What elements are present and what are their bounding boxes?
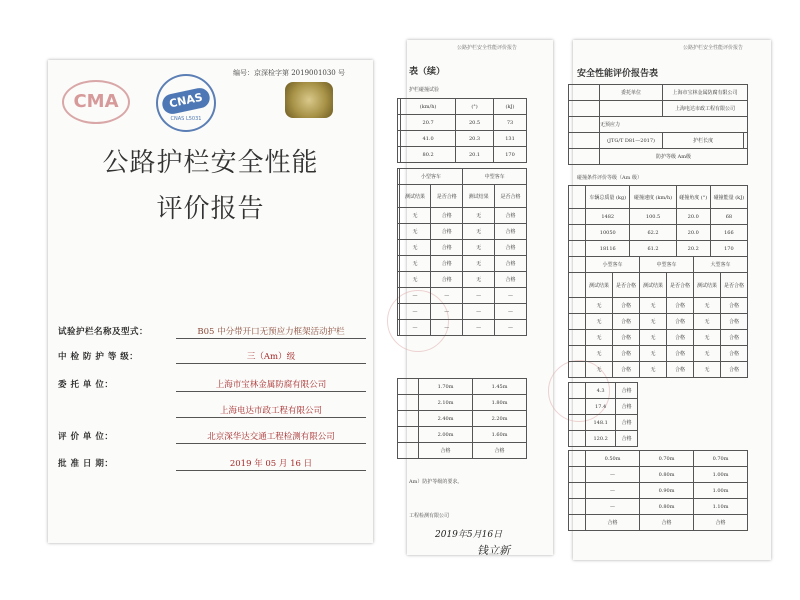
signature-date: 2019年5月16日 — [435, 530, 503, 540]
page-header: 公路护栏安全性能评价报告 — [457, 45, 518, 51]
condition-table: 车辆总质量 (kg) 碰撞速度 (km/h) 碰撞角度 (°) 碰撞能量 (kJ) 1482 100.5 20.0 68 10050 62.2 20.0 166 18116 61.2 20.2 170 — [568, 185, 748, 257]
collision-table: (km/h) (°) (kJ) 20.7 20.5 73 41.0 20.3 131 80.2 20.1 170 — [397, 98, 527, 163]
summary-table: 委托单位 上海市宝林金属防腐有限公司 上海电达市政工程有限公司 无预应力 (JTG/T D81—2017) 护栏长度 防护等级 Am级 — [568, 84, 748, 165]
deflection-table: 0.50m 0.70m 0.70m — 0.80m 1.00m — 0.90m 1.00m — 0.80m 1.10m 合格 合格 合格 — [568, 450, 748, 531]
accreditation-seal — [285, 82, 333, 118]
conclusion-note: Am）防护等级的要求。 — [409, 479, 463, 485]
page-title: 表（续） — [409, 67, 446, 77]
cnas-logo — [156, 74, 216, 132]
condition-title: 碰撞条件评价等级（Am 级） — [577, 175, 642, 181]
page-title: 安全性能评价报告表 — [577, 69, 659, 79]
evaluation-table: 小型客车 中型客车 测试结果 是否合格 测试结果 是否合格 无 合格 无 合格 无 合格 无 合格 无 合格 无 合格 无 合格 无 合格 无 合格 无 合格 — — — — — — — — — — — — — [397, 168, 527, 336]
cma-logo: CMA — [62, 80, 130, 124]
side-table: 4.3 合格 17.4 合格 148.1 合格 120.2 合格 — [568, 382, 638, 447]
issuing-unit: 工程检测有限公司 — [409, 513, 450, 519]
report-cover-page: CMA CNAS CNAS L5031 编号：京深检字第 2019001030 号 公路护栏安全性能 评价报告 试验护栏名称及型式： B05 中分带开口无预应力框架活动护栏 中 检 防 护 等 级： 三（Am）级 委 托 单 位： 上海市宝林金属防腐有限公司 上海电达市政工程有限公司 评 价 单 位： 北京深华达交通工程检测有限公司 批 准 日 期： 2019 年 05 月 16 日 — [48, 60, 373, 543]
cover-title-line1: 公路护栏安全性能 — [102, 148, 319, 178]
deflection-table: 1.70m 1.45m 2.10m 1.80m 2.40m 2.20m 2.00m 1.60m 合格 合格 — [397, 378, 527, 459]
evaluation-table: 小型客车 中型客车 大型客车 测试结果 是否合格 测试结果 是否合格 测试结果 是否合格 无 合格 无 合格 无 合格 无 合格 无 合格 无 合格 无 合格 无 合格 无 合格 无 合格 无 合格 无 合格 无 合格 无 合格 无 合格 — [568, 256, 748, 378]
signature-name: 钱立新 — [477, 544, 510, 557]
report-page-3 — [573, 40, 771, 560]
page-header: 公路护栏安全性能评价报告 — [683, 45, 744, 51]
cnas-logo-text: CNAS — [160, 86, 211, 116]
cover-title-line2: 评价报告 — [156, 194, 265, 224]
report-number: 编号：京深检字第 2019001030 号 — [233, 69, 345, 77]
cnas-reg-number: CNAS L5031 — [170, 116, 202, 122]
page-subtitle: 护栏碰撞试验 — [409, 87, 440, 93]
report-page-2 — [404, 40, 553, 557]
